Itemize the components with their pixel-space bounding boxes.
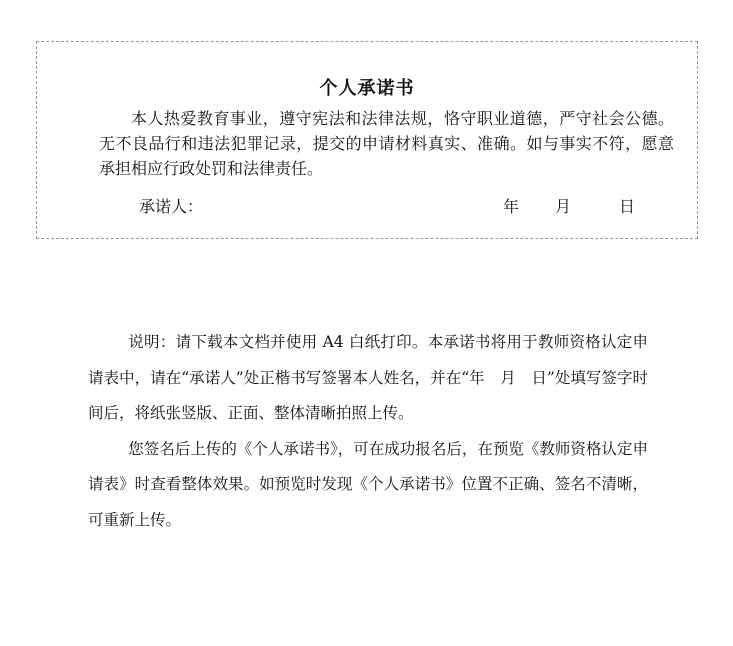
month-label: 月 bbox=[555, 197, 572, 216]
date-line bbox=[503, 194, 639, 217]
year-label: 年 bbox=[503, 197, 520, 216]
instructions-note bbox=[88, 325, 648, 538]
pledge-form-box bbox=[36, 41, 698, 239]
day-label: 日 bbox=[619, 197, 636, 216]
note-paragraph-2: 您签名后上传的《个人承诺书》，可在成功报名后，在预览《教师资格认定申请表》时查看整体效果。如预览时发现《个人承诺书》位置不正确、签名不清晰，可重新上传。 bbox=[88, 439, 648, 529]
pledge-title: 个人承诺书 bbox=[319, 78, 415, 99]
note-paragraph-1: 说明：请下载本文档并使用 A4 白纸打印。本承诺书将用于教师资格认定申请表中，请在“承诺人”处正楷书写签署本人姓名，并在“年 月 日”处填写签字时间后，将纸张竖版、正面、整体清晰拍照上传。 bbox=[88, 333, 648, 422]
pledge-body-text: 本人热爱教育事业，遵守宪法和法律法规，恪守职业道德，严守社会公德。无不良品行和违法犯罪记录，提交的申请材料真实、准确。如与事实不符，愿意承担相应行政处罚和法律责任。 bbox=[99, 109, 674, 178]
signer-label: 承诺人： bbox=[139, 197, 204, 216]
